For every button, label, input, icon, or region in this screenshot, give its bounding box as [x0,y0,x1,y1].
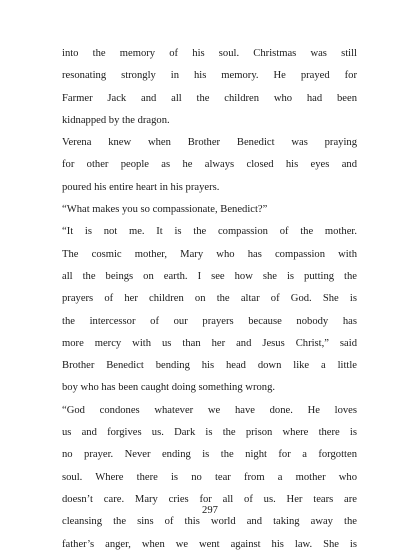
text-line: kidnapped by the dragon. [62,114,170,126]
text-line: Brother Benedict bending his head down like a little [62,360,357,372]
text-line: poured his entire heart in his prayers. [62,181,220,193]
text-line: “God condones whatever we have done. He loves [62,404,357,416]
text-line: into the memory of his soul. Christmas was still [62,48,357,59]
text-line: boy who has been caught doing something wrong. [62,382,276,394]
text-line: resonating strongly in his memory. He prayed for [62,70,357,82]
text-line: more mercy with us than her and Jesus Christ,” said [62,337,357,349]
text-line: “What makes you so compassionate, Benedict?” [62,204,268,216]
text-line: Verena knew when Brother Benedict was praying [62,137,357,149]
text-line: father’s anger, when we went against his law. She is [62,538,357,550]
text-line: “It is not me. It is the compassion of the mother. [62,226,357,238]
page-number: 297 [202,505,218,516]
text-line: cleansing the sins of this world and taking away the [62,516,357,528]
text-line: The cosmic mother, Mary who has compassion with [62,248,357,260]
text-line: prayers of her children on the altar of God. She is [62,293,357,305]
text-line: no prayer. Never ending is the night for a forgotten [62,449,357,461]
text-line: all the beings on earth. I see how she is putting the [62,270,357,282]
text-line: for other people as he always closed his eyes and [62,159,357,171]
text-line: soul. Where there is no tear from a mother who [62,471,357,483]
body-text [62,43,357,556]
text-line: us and forgives us. Dark is the prison where there is [62,427,357,439]
text-line: Farmer Jack and all the children who had been [62,92,357,104]
text-line: the intercessor of our prayers because nobody has [62,315,357,327]
text-line: doesn’t care. Mary cries for all of us. Her tears are [62,493,357,505]
